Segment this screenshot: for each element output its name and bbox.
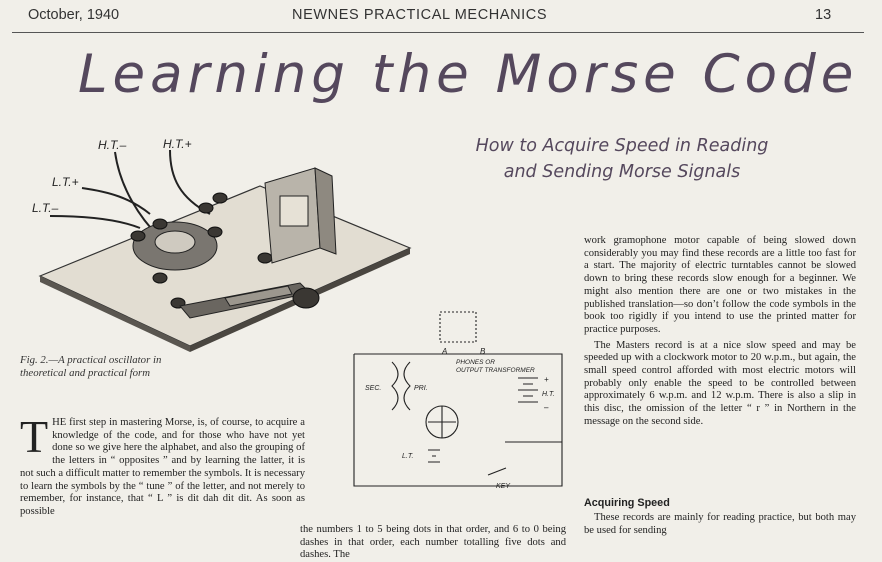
page-number: 13 [815,7,832,23]
figure-caption [20,354,170,380]
running-header [0,0,882,40]
body-paragraph: HE first step in mastering Morse, is, of course, to acquire a knowledge of the code, and for those who have not yet done so we give here the alphabet, and also the grouping of the letters in “ opposites ” and by learning the latter, it is not such a difficult matter to remember the symbols. It is necessary to learn the symbols by the “ tune ” of the letter, and not merely to remember, for instance, that “ L ” is dit dah dit dit. As soon as possible [20,417,305,517]
primary-winding [404,362,410,410]
minus-sign: – [544,403,549,412]
ht-label: H.T. [542,391,555,398]
schematic-label-a: A [442,347,448,356]
issue-date: October, 1940 [28,7,120,23]
output-transformer-label: OUTPUT TRANSFORMER [456,367,535,374]
sec-label: SEC. [365,385,382,392]
schematic-label-b: B [480,347,486,356]
key-symbol [488,468,506,475]
body-paragraph: the numbers 1 to 5 being dots in that order, and 6 to 0 being dashes in that order, each number totalling five dots and dashes. The [300,524,566,561]
ht-battery [518,378,538,402]
phones-box [440,312,476,342]
oscillator-schematic [330,300,582,500]
column-two [300,524,566,562]
body-paragraph: These records are mainly for reading practice, but both may be used for sending [584,512,856,536]
drop-cap: T [20,411,49,462]
column-three-continued [584,512,856,540]
column-one [20,411,305,519]
section-heading: Acquiring Speed [584,497,670,509]
figure-number: Fig. 2. [20,354,49,366]
header-rule [12,32,864,33]
lt-minus-label: L.T.– [32,201,59,215]
lt-plus-label: L.T.+ [52,175,79,189]
publication-name: NEWNES PRACTICAL MECHANICS [292,7,548,23]
phones-label: PHONES OR [456,359,496,366]
transformer [265,168,336,263]
ht-minus-label: H.T.– [98,138,127,152]
pri-label: PRI. [414,385,428,392]
article-subtitle [438,133,806,185]
column-three [584,235,856,432]
body-paragraph: work gramophone motor capable of being slowed down considerably you may find these records are a little too fast for a start. The majority of electric turntables cannot be slowed down to bring these records slow enough for a beginner. We might also mention there are one or two mistakes in the published translation—so don’t follow the code symbols in the book too rigidly if you intend to use the printed matter for practice purposes. [584,235,856,335]
figure-caption-text: —A practical oscillator in theoretical and practical form [20,354,162,379]
lt-label: L.T. [402,453,414,460]
key-label: KEY [496,483,511,490]
subtitle-line: and Sending Morse Signals [503,162,741,182]
body-paragraph: The Masters record is at a nice slow speed and may be speeded up with a clockwork motor to 20 w.p.m., but again, the small speed control afforded with most electric motors will probably only enable the speed to be controlled between approximately 6 w.p.m. and 12 w.p.m. There is also a slip in this disc, the omission of the letter “ r ” in Northern in the message on the second side. [584,339,856,427]
lt-battery [428,450,440,462]
plus-sign: + [544,375,549,384]
article-title: Learning the Morse Code [78,44,859,105]
valve-holder [133,222,217,270]
secondary-winding [392,362,398,410]
subtitle-line: How to Acquire Speed in Reading [475,136,769,156]
ht-plus-label: H.T.+ [163,137,192,151]
